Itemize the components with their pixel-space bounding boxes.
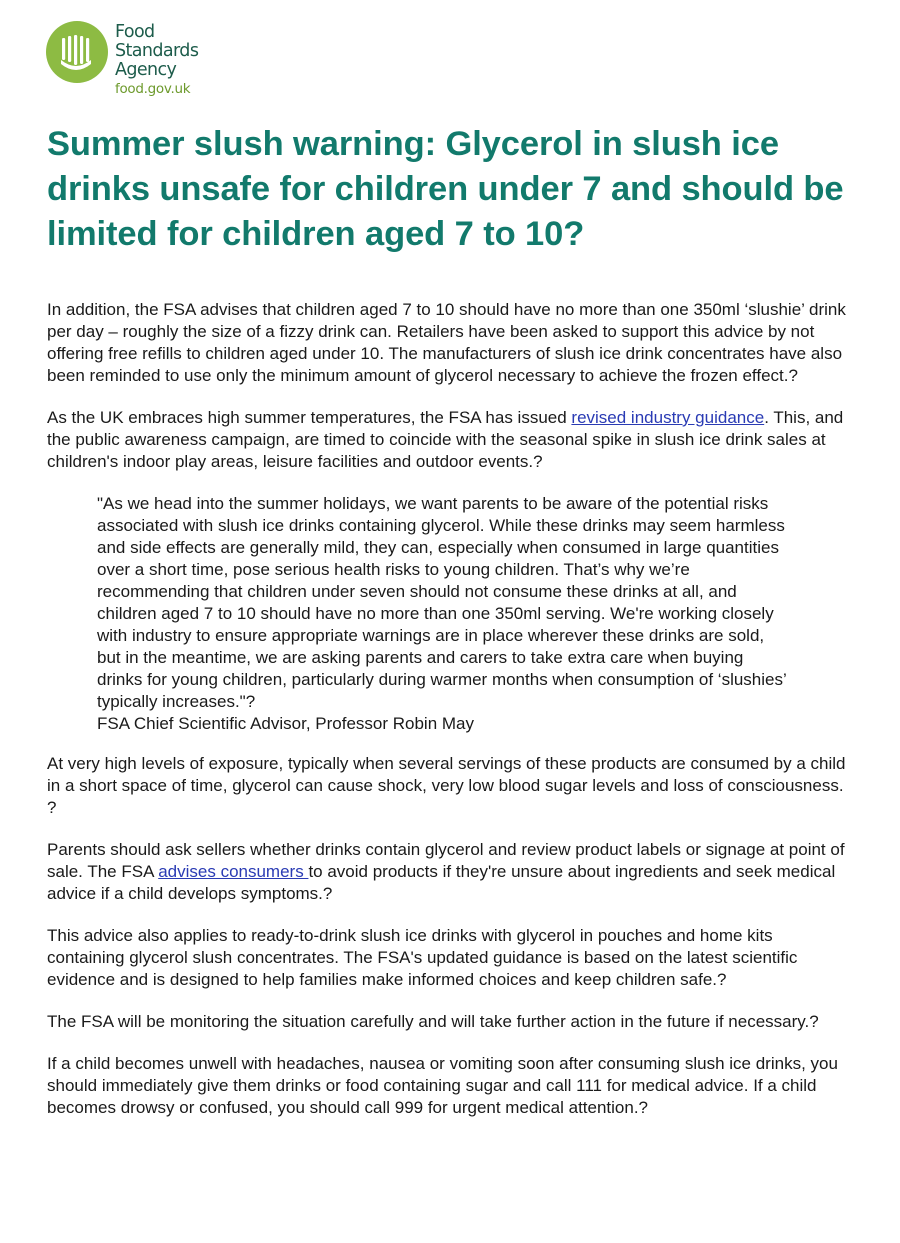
- brand-line-standards: Standards: [115, 41, 199, 61]
- quote-text: "As we head into the summer holidays, we want parents to be aware of the potential risks associated with slush ice drinks containing glycerol. While these drinks may seem harmless and side effects are generally mild, they can, especially when consumed in large quantities over a short time, pose serious health risks to young children. That’s why we’re recommending that children under seven should not consume these drinks at all, and children aged 7 to 10 should have no more than one 350ml serving. We're working closely with industry to ensure appropriate warnings are in place wherever these drinks are sold, but in the meantime, we are asking parents and carers to take extra care when buying drinks for young children, particularly during warmer months when consumption of ‘slushies’ typically increases."?: [97, 494, 787, 711]
- paragraph-industry-guidance: [47, 407, 847, 473]
- quote-attribution: FSA Chief Scientific Advisor, Professor Robin May: [97, 714, 474, 733]
- advises-consumers-link[interactable]: advises consumers: [158, 862, 309, 881]
- blockquote-chief-scientist: [97, 493, 787, 735]
- paragraph-text: to avoid products if they're unsure about ingredients and seek medical advice if a child develops symptoms.?: [47, 862, 836, 903]
- fsa-logo[interactable]: [45, 18, 198, 98]
- brand-wordmark: [115, 18, 198, 98]
- brand-line-food: Food: [115, 22, 155, 42]
- paragraph-text: As the UK embraces high summer temperatures, the FSA has issued: [47, 408, 572, 427]
- fsa-fork-logo-icon: [45, 20, 109, 84]
- paragraph-exposure-risks: At very high levels of exposure, typically when several servings of these products are consumed by a child in a short space of time, glycerol can cause shock, very low blood sugar levels and loss of consciousness. ?: [47, 754, 846, 817]
- paragraph-medical-advice: If a child becomes unwell with headaches, nausea or vomiting soon after consuming slush ice drinks, you should immediately give them drinks or food containing sugar and call 111 for medical advice. If a child becomes drowsy or confused, you should call 999 for urgent medical attention.?: [47, 1054, 838, 1117]
- paragraph-parents-advice: [47, 839, 847, 905]
- paragraph-text: . This, and the public awareness campaign, are timed to coincide with the seasonal spike in slush ice drink sales at children's indoor play areas, leisure facilities and outdoor events.?: [47, 408, 844, 471]
- article-body: [47, 299, 847, 1139]
- article-title: Summer slush warning: Glycerol in slush ice drinks unsafe for children under 7 and should be limited for children aged 7 to 10?: [47, 125, 844, 253]
- brand-line-agency: Agency: [115, 60, 177, 80]
- paragraph-monitoring: The FSA will be monitoring the situation carefully and will take further action in the future if necessary.?: [47, 1012, 819, 1031]
- paragraph-fsa-advice: In addition, the FSA advises that children aged 7 to 10 should have no more than one 350ml ‘slushie’ drink per day – roughly the size of a fizzy drink can. Retailers have been asked to support this advice by not offering free refills to children aged under 10. The manufacturers of slush ice drink concentrates have also been reminded to use only the minimum amount of glycerol necessary to achieve the frozen effect.?: [47, 300, 846, 385]
- paragraph-text: Parents should ask sellers whether drinks contain glycerol and review product labels or signage at point of sale. The FSA: [47, 840, 845, 881]
- revised-industry-guidance-link[interactable]: revised industry guidance: [571, 408, 765, 427]
- paragraph-ready-to-drink: This advice also applies to ready-to-drink slush ice drinks with glycerol in pouches and home kits containing glycerol slush concentrates. The FSA's updated guidance is based on the latest scientific evidence and is designed to help families make informed choices and keep children safe.?: [47, 926, 798, 989]
- brand-url: food.gov.uk: [115, 81, 191, 97]
